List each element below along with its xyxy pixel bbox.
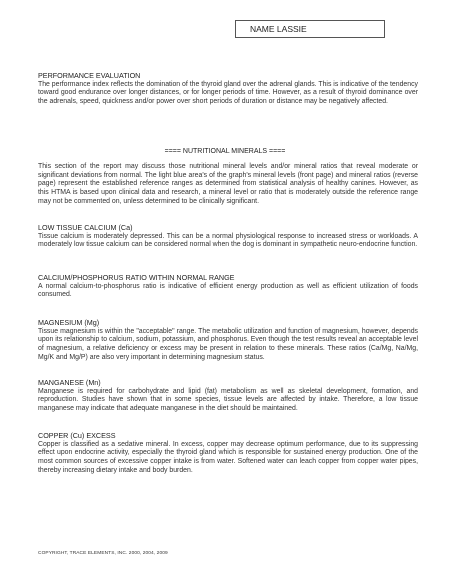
intro-section bbox=[38, 163, 418, 207]
ca-p-section bbox=[38, 274, 418, 300]
performance-text: The performance index reflects the domination of the thyroid gland over the adrenal glands. This is indicative of the tendency toward good endurance over longer distances, or for longer periods of time. However, as a result of thyroid dominance over the adrenals, speed, quickness and/or power over short periods of duration or distance may be negatively affected. bbox=[38, 80, 418, 106]
intro-text: This section of the report may discuss those nutritional mineral levels and/or mineral ratios that reveal moderate or significant deviations from normal. The light blue area's of the graph's mineral levels (front page) and mineral ratios (reverse page) represent the established reference ranges as determined from statistical analysis of healthy canines. However, as this HTMA is based upon clinical data and research, a mineral level or ratio that is moderately outside the reference range may not be commented on, unless determined to be clinically significant. bbox=[38, 163, 418, 205]
performance-section bbox=[38, 72, 418, 107]
nutritional-minerals-heading: ==== NUTRITIONAL MINERALS ==== bbox=[164, 148, 286, 155]
ca-p-heading: CALCIUM/PHOSPHORUS RATIO WITHIN NORMAL RANGE bbox=[38, 273, 235, 282]
magnesium-heading: MAGNESIUM (Mg) bbox=[38, 318, 100, 327]
patient-name-box: NAME LASSIE bbox=[235, 20, 385, 38]
magnesium-text: Tissue magnesium is within the "acceptable" range. The metabolic utilization and function of magnesium, however, depends upon its relationship to calcium, sodium, potassium, and phosphorus. Even though the test results reveal an acceptable level of magnesium, a relative deficiency or excess may be present in relation to these minerals. These ratios (Ca/Mg, Na/Mg, Mg/K and Mg/P) are also very important in determining magnesium status. bbox=[38, 327, 418, 361]
calcium-heading: LOW TISSUE CALCIUM (Ca) bbox=[38, 223, 133, 232]
manganese-section bbox=[38, 379, 418, 414]
copper-section bbox=[38, 432, 418, 476]
copper-text: Copper is classified as a sedative mineral. In excess, copper may decrease optimum performance, due to its suppressing effect upon endocrine activity, especially the thyroid gland which is responsible for sustained energy production. One of the most common sources of excessive copper intake is from water. Softened water can leach copper from copper water pipes, thereby increasing dietary intake and body burden. bbox=[38, 440, 418, 474]
magnesium-section bbox=[38, 319, 418, 363]
manganese-heading: MANGANESE (Mn) bbox=[38, 378, 101, 387]
copyright-footer: COPYRIGHT, TRACE ELEMENTS, INC. 2000, 2004, 2009 bbox=[38, 551, 168, 556]
manganese-text: Manganese is required for carbohydrate and lipid (fat) metabolism as well as skeletal development, formation, and reproduction. Studies have shown that in some species, tissue levels are affected by intake. Therefore, a low tissue manganese may indicate that adequate manganese in the diet should be maintained. bbox=[38, 387, 418, 413]
copper-heading: COPPER (Cu) EXCESS bbox=[38, 431, 116, 440]
calcium-section bbox=[38, 224, 418, 250]
performance-heading: PERFORMANCE EVALUATION bbox=[38, 71, 141, 80]
ca-p-text: A normal calcium-to-phosphorus ratio is indicative of efficient energy production as well as efficient utilization of foods consumed. bbox=[38, 282, 418, 299]
calcium-text: Tissue calcium is moderately depressed. This can be a normal physiological response to increased stress or workloads. A moderately low tissue calcium can be considered normal when the dog is dominant in sympathetic neuro-endocrine function. bbox=[38, 232, 418, 249]
